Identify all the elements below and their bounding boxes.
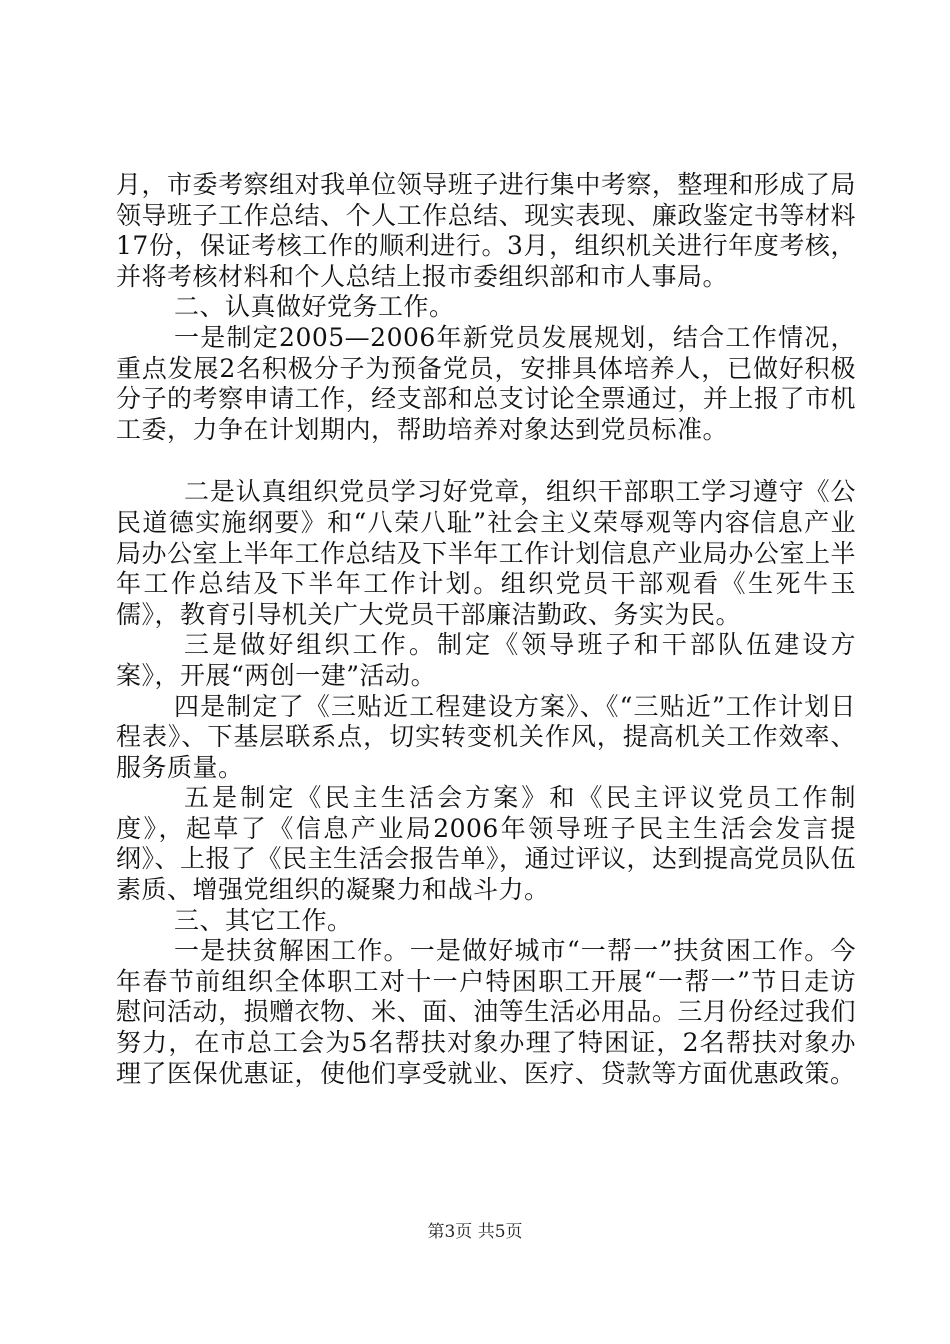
heading-other-work: 三、其它工作。	[174, 905, 353, 935]
paragraph-organization-work: 三是做好组织工作。制定《领导班子和干部队伍建设方案》，开展“两创一建”活动。	[116, 630, 856, 690]
document-body	[116, 170, 856, 1089]
paragraph-party-study: 二是认真组织党员学习好党章，组织干部职工学习遵守《公民道德实施纲要》和“八荣八耻”社会主义荣辱观等内容信息产业局办公室上半年工作总结及下半年工作计划信息产业局办公室上半年工作总结及下半年工作计划。组织党员干部观看《生死牛玉儒》，教育引导机关广大党员干部廉洁勤政、务实为民。	[116, 477, 856, 629]
paragraph-three-close: 四是制定了《三贴近工程建设方案》、《“三贴近”工作计划日程表》、下基层联系点，切实转变机关作风，提高机关工作效率、服务质量。	[116, 691, 856, 782]
paragraph-assessment: 月，市委考察组对我单位领导班子进行集中考察，整理和形成了局领导班子工作总结、个人工作总结、现实表现、廉政鉴定书等材料17份，保证考核工作的顺利进行。3月，组织机关进行年度考核，并将考核材料和个人总结上报市委组织部和市人事局。	[116, 170, 856, 291]
paragraph-party-development-plan: 一是制定2005—2006年新党员发展规划，结合工作情况，重点发展2名积极分子为预备党员，安排具体培养人，已做好积极分子的考察申请工作，经支部和总支讨论全票通过，并上报了市机工委，力争在计划期内，帮助培养对象达到党员标准。	[116, 322, 856, 444]
page-footer: 第3页 共5页	[427, 1222, 523, 1242]
paragraph-poverty-relief: 一是扶贫解困工作。一是做好城市“一帮一”扶贫困工作。今年春节前组织全体职工对十一户特困职工开展“一帮一”节日走访慰问活动，损赠衣物、米、面、油等生活必用品。三月份经过我们努力，在市总工会为5名帮扶对象办理了特困证，2名帮扶对象办理了医保优惠证，使他们享受就业、医疗、贷款等方面优惠政策。	[116, 936, 856, 1088]
heading-party-affairs: 二、认真做好党务工作。	[174, 292, 455, 322]
paragraph-democratic-life: 五是制定《民主生活会方案》和《民主评议党员工作制度》，起草了《信息产业局2006年领导班子民主生活会发言提纲》、上报了《民主生活会报告单》，通过评议，达到提高党员队伍素质、增强党组织的凝聚力和战斗力。	[116, 783, 857, 905]
